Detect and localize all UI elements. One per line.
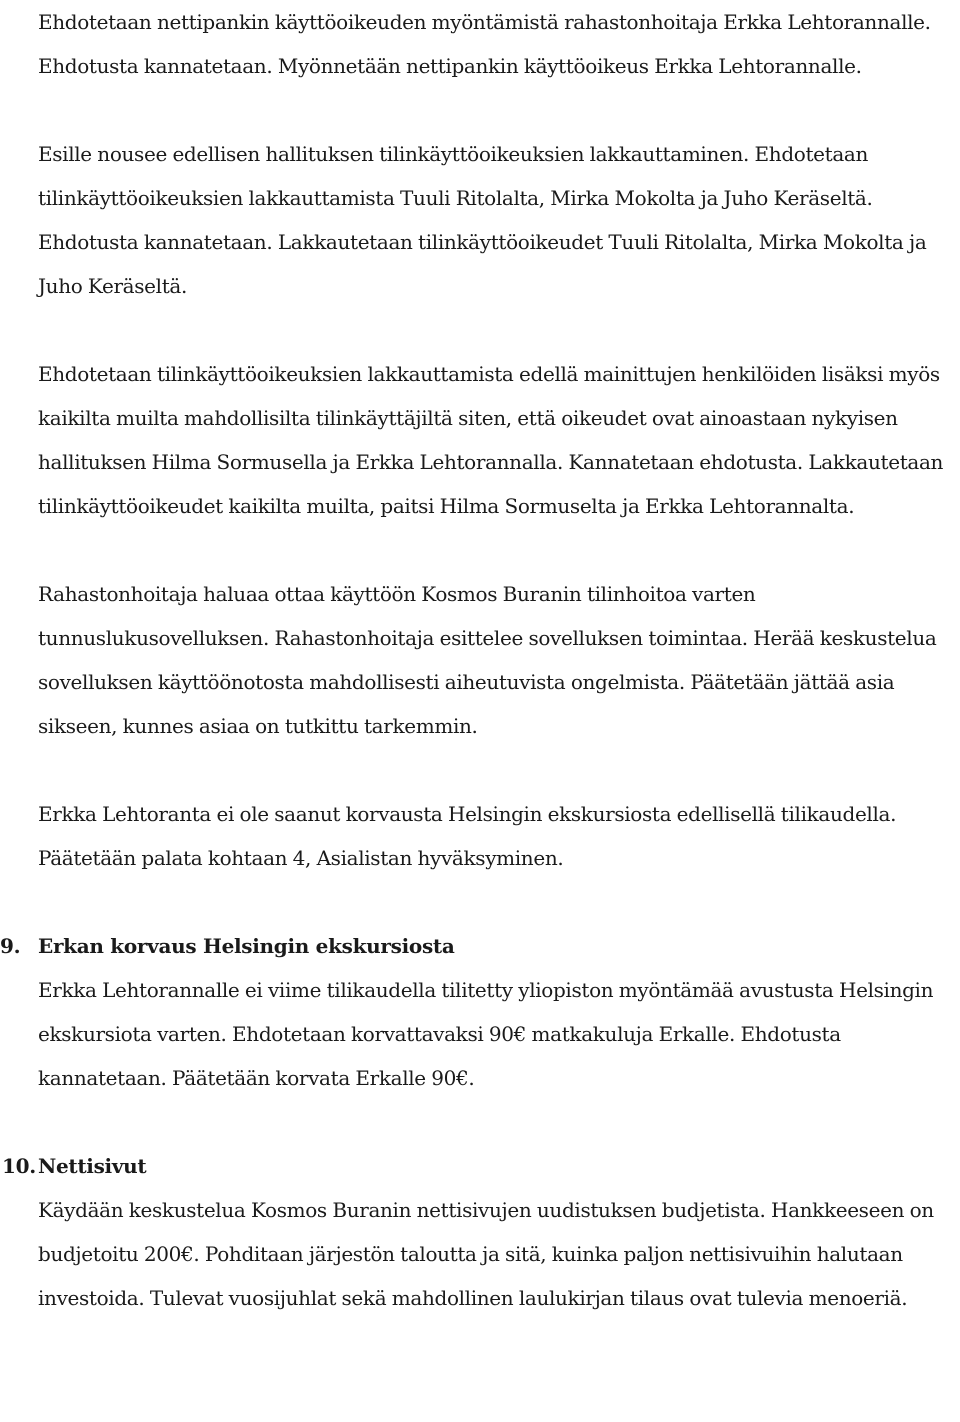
section-title: Nettisivut bbox=[38, 1154, 147, 1178]
section-number: 9. bbox=[0, 934, 21, 958]
section-10 bbox=[2, 1144, 958, 1320]
paragraph-gap bbox=[38, 880, 958, 924]
paragraph-gap bbox=[38, 528, 958, 572]
section-heading bbox=[0, 924, 958, 968]
section-heading bbox=[2, 1144, 958, 1188]
section-9 bbox=[0, 924, 958, 1100]
paragraph-pin-app: Rahastonhoitaja haluaa ottaa käyttöön Kosmos Buranin tilinhoitoa varten tunnuslukusovelluksen. Rahastonhoitaja esittelee sovelluksen toimintaa. Herää keskustelua sovelluksen käyttöönotosta mahdollisesti aiheutuvista ongelmista. Päätetään jättää asia sikseen, kunnes asiaa on tutkittu tarkemmin. bbox=[38, 582, 937, 738]
paragraph-all-users-rights: Ehdotetaan tilinkäyttöoikeuksien lakkauttamista edellä mainittujen henkilöiden lisäksi myös kaikilta muilta mahdollisilta tilinkäyttäjiltä siten, että oikeudet ovat ainoastaan nykyisen hallituksen Hilma Sormusella ja Erkka Lehtorannalla. Kannatetaan ehdotusta. Lakkautetaan tilinkäyttöoikeudet kaikilta muilta, paitsi Hilma Sormuselta ja Erkka Lehtorannalta. bbox=[38, 362, 944, 518]
paragraph-gap bbox=[38, 748, 958, 792]
section-title: Erkan korvaus Helsingin ekskursiosta bbox=[38, 934, 455, 958]
section-body: Erkka Lehtorannalle ei viime tilikaudella tilitetty yliopiston myöntämää avustusta Helsingin ekskursiota varten. Ehdotetaan korvattavaksi 90€ matkakuluja Erkalle. Ehdotusta kannatetaan. Päätetään korvata Erkalle 90€. bbox=[38, 978, 934, 1090]
paragraph-netbank-access: Ehdotetaan nettipankin käyttöoikeuden myöntämistä rahastonhoitaja Erkka Lehtorannalle. Ehdotusta kannatetaan. Myönnetään nettipankin käyttöoikeus Erkka Lehtorannalle. bbox=[38, 10, 931, 78]
paragraph-gap bbox=[38, 1100, 958, 1144]
paragraph-previous-board-rights: Esille nousee edellisen hallituksen tilinkäyttöoikeuksien lakkauttaminen. Ehdotetaan tilinkäyttöoikeuksien lakkauttamista Tuuli Ritolalta, Mirka Mokolta ja Juho Keräseltä. Ehdotusta kannatetaan. Lakkautetaan tilinkäyttöoikeudet Tuuli Ritolalta, Mirka Mokolta ja Juho Keräseltä. bbox=[38, 142, 927, 298]
paragraph-excursion-compensation: Erkka Lehtoranta ei ole saanut korvausta Helsingin ekskursiosta edellisellä tilikaudella. Päätetään palata kohtaan 4, Asialistan hyväksyminen. bbox=[38, 802, 897, 870]
section-number: 10. bbox=[2, 1154, 36, 1178]
section-body: Käydään keskustelua Kosmos Buranin nettisivujen uudistuksen budjetista. Hankkeeseen on budjetoitu 200€. Pohditaan järjestön taloutta ja sitä, kuinka paljon nettisivuihin halutaan investoida. Tulevat vuosijuhlat sekä mahdollinen laulukirjan tilaus ovat tulevia menoeriä. bbox=[38, 1198, 934, 1310]
paragraph-gap bbox=[38, 88, 958, 132]
paragraph-gap bbox=[38, 308, 958, 352]
